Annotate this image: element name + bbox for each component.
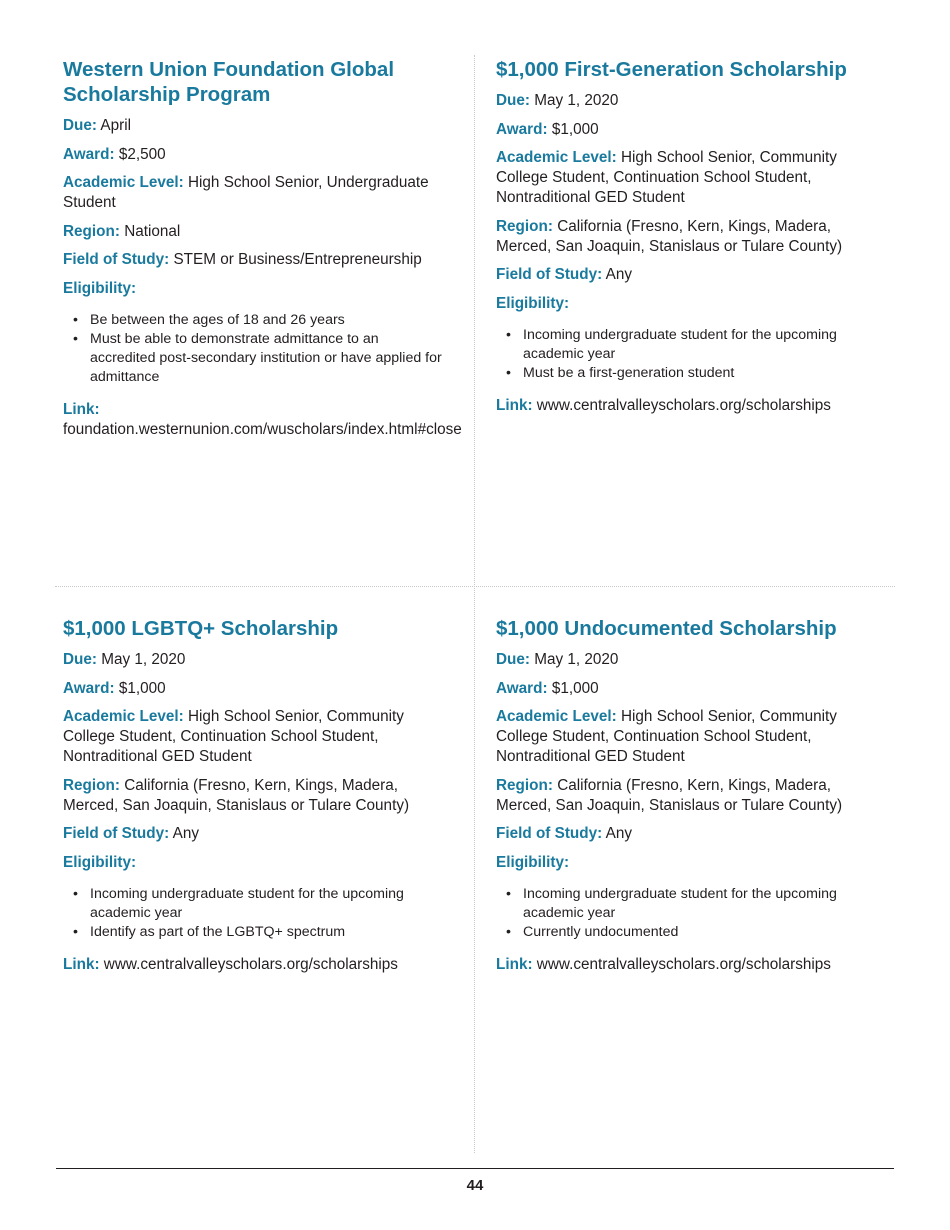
- academic-level-value: High School Senior, Community College Student, Continuation School Student, Nontraditional GED Student: [496, 149, 837, 206]
- due-row: [63, 650, 448, 670]
- field-of-study-value: Any: [605, 825, 632, 842]
- eligibility-item: • Must be able to demonstrate admittance to an accredited post-secondary institution or have applied for admittance: [73, 330, 448, 387]
- eligibility-item: • Incoming undergraduate student for the upcoming academic year: [506, 885, 866, 923]
- academic-level-value: High School Senior, Undergraduate Student: [63, 174, 429, 211]
- award-row: [63, 145, 448, 165]
- academic-level-label: Academic Level:: [496, 708, 617, 725]
- scholarship-title: $1,000 First-Generation Scholarship: [496, 58, 847, 81]
- scholarship-title: $1,000 LGBTQ+ Scholarship: [63, 617, 339, 640]
- due-value: May 1, 2020: [534, 92, 619, 109]
- region-row: [496, 217, 866, 257]
- link-label: Link:: [496, 396, 533, 414]
- scholarship-title: Western Union Foundation Global Scholarship Program: [63, 58, 395, 106]
- academic-level-label: Academic Level:: [496, 149, 617, 166]
- eligibility-item: • Incoming undergraduate student for the upcoming academic year: [73, 885, 448, 923]
- region-value: California (Fresno, Kern, Kings, Madera, Merced, San Joaquin, Stanislaus or Tulare County): [496, 776, 843, 814]
- due-label: Due:: [496, 651, 530, 668]
- region-value: California (Fresno, Kern, Kings, Madera, Merced, San Joaquin, Stanislaus or Tulare County): [63, 776, 410, 814]
- award-value: $1,000: [118, 679, 166, 697]
- field-of-study-value: Any: [605, 266, 632, 283]
- eligibility-heading: Eligibility:: [496, 853, 570, 871]
- due-row: [496, 91, 866, 111]
- eligibility-item: • Identify as part of the LGBTQ+ spectrum: [73, 923, 448, 942]
- region-row: [63, 776, 448, 816]
- scholarship-link[interactable]: foundation.westernunion.com/wuscholars/index.html#close: [63, 420, 462, 438]
- due-row: [63, 116, 448, 136]
- award-row: [63, 679, 448, 699]
- due-label: Due:: [496, 92, 530, 109]
- field-of-study-label: Field of Study:: [496, 825, 603, 842]
- region-label: Region:: [63, 776, 120, 794]
- field-of-study-value: Any: [172, 825, 199, 842]
- field-of-study-label: Field of Study:: [63, 251, 170, 268]
- region-row: [63, 222, 448, 242]
- academic-level-label: Academic Level:: [63, 708, 184, 725]
- link-label: Link:: [496, 955, 533, 973]
- scholarship-card-undocumented: [496, 616, 866, 983]
- academic-level-row: [496, 707, 866, 767]
- eligibility-list: [496, 326, 866, 383]
- link-row: [63, 955, 448, 975]
- award-value: $2,500: [118, 145, 166, 163]
- eligibility-list: [496, 885, 866, 942]
- eligibility-item: • Incoming undergraduate student for the upcoming academic year: [506, 326, 866, 364]
- field-of-study-row: [496, 824, 866, 844]
- award-row: [496, 679, 866, 699]
- award-label: Award:: [496, 120, 548, 138]
- eligibility-item: • Must be a first-generation student: [506, 364, 866, 383]
- due-label: Due:: [63, 117, 97, 134]
- field-of-study-label: Field of Study:: [496, 266, 603, 283]
- field-of-study-row: [63, 824, 448, 844]
- footer-rule: [56, 1168, 894, 1169]
- scholarship-link[interactable]: www.centralvalleyscholars.org/scholarships: [536, 955, 831, 973]
- eligibility-heading: Eligibility:: [63, 279, 137, 297]
- scholarship-link[interactable]: www.centralvalleyscholars.org/scholarships: [536, 396, 831, 414]
- field-of-study-label: Field of Study:: [63, 825, 170, 842]
- region-label: Region:: [63, 222, 120, 240]
- field-of-study-value: STEM or Business/Entrepreneurship: [173, 251, 422, 268]
- academic-level-label: Academic Level:: [63, 174, 184, 191]
- scholarship-card-first-generation: [496, 57, 866, 424]
- award-value: $1,000: [551, 679, 599, 697]
- region-value: California (Fresno, Kern, Kings, Madera, Merced, San Joaquin, Stanislaus or Tulare County): [496, 217, 843, 255]
- award-label: Award:: [63, 679, 115, 697]
- vertical-divider: [474, 55, 475, 1153]
- academic-level-row: [63, 707, 448, 767]
- scholarship-card-lgbtq: [63, 616, 448, 983]
- award-row: [496, 120, 866, 140]
- award-label: Award:: [496, 679, 548, 697]
- link-label: Link:: [63, 400, 100, 418]
- eligibility-list: [63, 885, 448, 942]
- due-value: May 1, 2020: [101, 651, 186, 668]
- due-row: [496, 650, 866, 670]
- region-value: National: [124, 222, 181, 240]
- link-row: [496, 396, 866, 416]
- region-label: Region:: [496, 776, 553, 794]
- region-row: [496, 776, 866, 816]
- eligibility-item: • Currently undocumented: [506, 923, 866, 942]
- scholarship-link[interactable]: www.centralvalleyscholars.org/scholarships: [103, 955, 398, 973]
- horizontal-divider: [55, 586, 895, 587]
- page-number: 44: [466, 1177, 484, 1194]
- region-label: Region:: [496, 217, 553, 235]
- link-label: Link:: [63, 955, 100, 973]
- eligibility-heading: Eligibility:: [496, 294, 570, 312]
- academic-level-row: [63, 173, 448, 213]
- link-row: [496, 955, 866, 975]
- eligibility-heading: Eligibility:: [63, 853, 137, 871]
- scholarship-title: $1,000 Undocumented Scholarship: [496, 617, 837, 640]
- academic-level-value: High School Senior, Community College Student, Continuation School Student, Nontraditional GED Student: [63, 708, 404, 765]
- eligibility-list: [63, 311, 448, 387]
- field-of-study-row: [496, 265, 866, 285]
- due-value: April: [100, 117, 132, 134]
- academic-level-row: [496, 148, 866, 208]
- due-label: Due:: [63, 651, 97, 668]
- academic-level-value: High School Senior, Community College Student, Continuation School Student, Nontraditional GED Student: [496, 708, 837, 765]
- award-value: $1,000: [551, 120, 599, 138]
- eligibility-item: • Be between the ages of 18 and 26 years: [73, 311, 448, 330]
- field-of-study-row: [63, 250, 448, 270]
- scholarship-card-western-union: [63, 57, 462, 448]
- due-value: May 1, 2020: [534, 651, 619, 668]
- link-row: [63, 400, 462, 440]
- award-label: Award:: [63, 145, 115, 163]
